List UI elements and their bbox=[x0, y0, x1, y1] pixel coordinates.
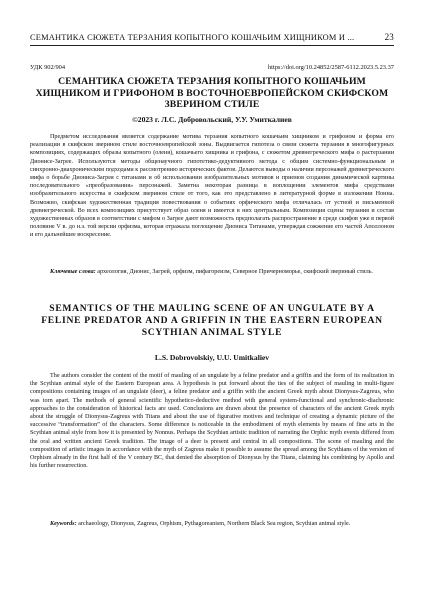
russian-abstract: Предметом исследования является содержание мотива терзания копытного кошачьим хищником и грифоном и форма его реализации в скифском зверином стиле восточноевропейской зоны. Выдвигается гипотеза о связи сюжета терзания в многофигурных композициях, содержащих образы копытного (оленя), кошачьего хищника и грифона, с сюжетом древнегреческого мифа о растерзании Дионисе-Загрее. Используются методы общенаучного гипотетико-дедуктивного метода с общим системно-функциональным и синхронно-диахроническим подходами к рассмотрению исторических фактов. Делаются выводы о наличии персонажей древнегреческого мифа о борьбе Диониса-Загрея с титанами и об использовании изобразительных мотивов и приемов создания динамической картины последовательного «преобразования» персонажей. Заметна некоторая разница в воплощении элементов мифа средствами изобразительного искусства в скифском зверином стиле от того, как это представлено в литературной форме в изложении Нонна. Возможно, скифская художественная традиция повествования о событиях орфического мифа отличалась от устной и письменной древнегреческой. Во всех композициях присутствует образ оленя и имеется в них центральным. Композиция сцены терзания и состав художественных образов в соответствии с мифом о Загрее дают возможность предполагать распространение в среде скифов уже в первой половине V в. до н.э. той версии орфизма, которая отражала поглощение Диониса Титанами, утверждая сожжение его частей Аполлоном и его дальнейшее воскресение. bbox=[30, 134, 394, 239]
russian-title: СЕМАНТИКА СЮЖЕТА ТЕРЗАНИЯ КОПЫТНОГО КОШАЧЬИМ ХИЩНИКОМ И ГРИФОНОМ В ВОСТОЧНОЕВРОПЕЙСКОМ СКИФСКОМ ЗВЕРИНОМ СТИЛЕ bbox=[35, 76, 389, 110]
english-title: SEMANTICS OF THE MAULING SCENE OF AN UNGULATE BY A FELINE PREDATOR AND A GRIFFIN IN THE EASTERN EUROPEAN SCYTHIAN ANIMAL STYLE bbox=[41, 303, 383, 338]
english-authors: L.S. Dobrovolskiy, U.U. Umitkaliev bbox=[154, 353, 270, 362]
russian-keywords bbox=[30, 268, 394, 276]
english-abstract: The authors consider the content of the motif of mauling of an ungulate by a feline predator and a griffin and the form of its realization in the Scythian animal style of the Eastern European area. A hypothesis is put forward about the ties of the subject of mauling in multi-figure compositions containing images of an ungulate (deer), a feline predator and a griffin with the ancient Greek myth about Dionysus-Zagreus, who was torn apart. The methods of general scientific hypothetico-deductive method with general system-functional and synchronic-diachronic approaches to the consideration of historical facts are used. Conclusions are drawn about the presence of characters of the ancient Greek myth about the struggle of Dionysus-Zagreus with Titans and about the use of figurative motives and technique of creating a dynamic picture of the successive “transformation” of the characters. Some difference is noticeable in the embodiment of myth elements by means of fine arts in the Scythian animal style from how it is presented by Nonnus. Perhaps the Scythian artistic tradition of narrating the Orphic myth events differed from the oral and written ancient Greek tradition. The image of a deer is present and central in all compositions. The scene of mauling and the composition of artistic images in accordance with the myth of Zagreus make it possible to assume the spread among the Scythians of the version of Orphism already in the first half of the V century BC, that denied the absorption of Dionysus by the Titans, claiming his combining by Apollo and his further resurrection. bbox=[30, 373, 394, 470]
russian-keywords-label: Ключевые слова: bbox=[50, 269, 96, 275]
english-keywords bbox=[30, 520, 394, 528]
russian-keywords-text: археология, Дионис, Загрей, орфизм, пифагореизм, Северное Причерноморье, скифский звериный стиль. bbox=[97, 269, 373, 275]
english-keywords-text: archaeology, Dionysus, Zagreus, Orphism, Pythagoreanism, Northern Black Sea region, Scythian animal style. bbox=[78, 521, 351, 527]
russian-authors: ©2023 г. Л.С. Добровольский, У.У. Умиткалиев bbox=[132, 115, 292, 124]
article-meta bbox=[30, 64, 394, 71]
english-keywords-label: Keywords: bbox=[50, 521, 77, 527]
running-header bbox=[30, 32, 394, 46]
doi-link[interactable]: https://doi.org/10.24852/2587-6112.2023.5.23.37 bbox=[267, 64, 394, 71]
page-number: 23 bbox=[384, 32, 394, 42]
udc-code: УДК 902/904 bbox=[30, 64, 66, 71]
running-header-title: СЕМАНТИКА СЮЖЕТА ТЕРЗАНИЯ КОПЫТНОГО КОШАЧЬИМ ХИЩНИКОМ И ... bbox=[30, 33, 355, 42]
